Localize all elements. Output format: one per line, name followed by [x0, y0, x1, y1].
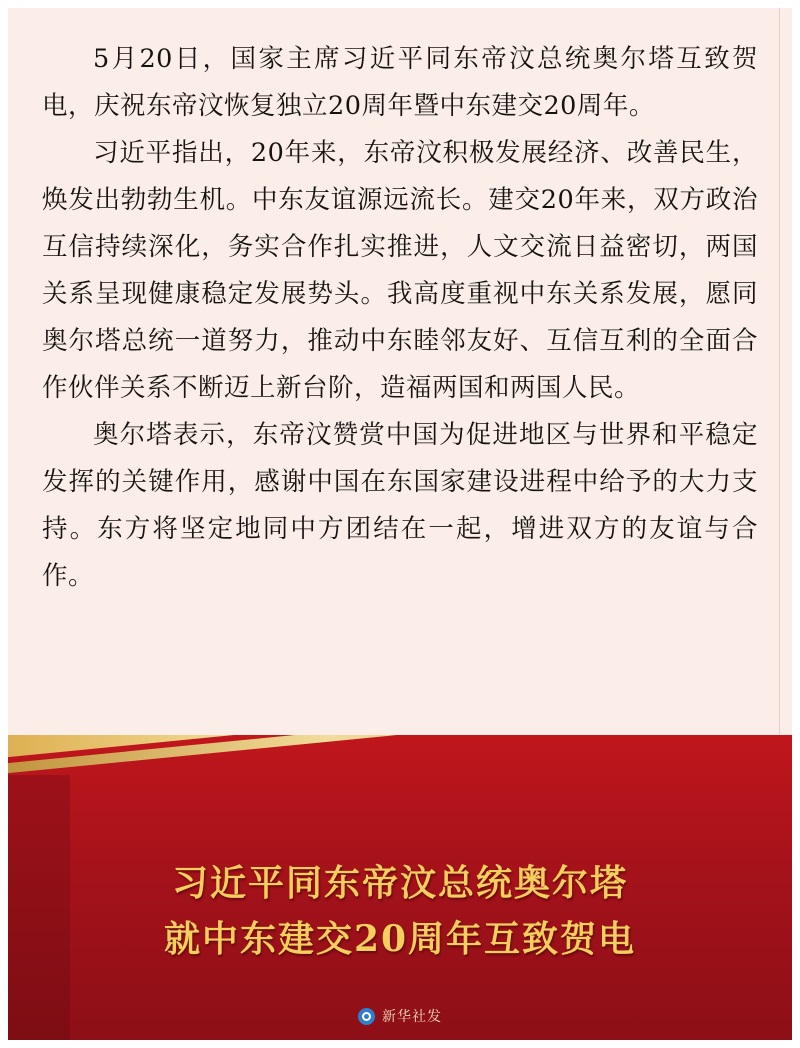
article-paragraph: 奥尔塔表示，东帝汶赞赏中国为促进地区与世界和平稳定发挥的关键作用，感谢中国在东国家建设进程中给予的大力支持。东方将坚定地同中方团结在一起，增进双方的友谊与合作。: [42, 420, 758, 591]
headline-banner: [8, 735, 792, 1040]
headline-line-1: 习近平同东帝汶总统奥尔塔: [171, 862, 628, 904]
frame-border-right: [792, 0, 800, 1048]
credit-block: [8, 1006, 792, 1026]
xinhua-logo-icon: [358, 1008, 375, 1025]
article-paragraph: 习近平指出，20年来，东帝汶积极发展经济、改善民生，焕发出勃勃生机。中东友谊源远流长。建交20年来，双方政治互信持续深化，务实合作扎实推进，人文交流日益密切，两国关系呈现健康稳定发展势头。我高度重视中东关系发展，愿同奥尔塔总统一道努力，推动中东睦邻友好、互信互利的全面合作伙伴关系不断迈上新台阶，造福两国和两国人民。: [42, 138, 758, 403]
frame-border-top: [0, 0, 800, 8]
article-paragraph: 5月20日，国家主席习近平同东帝汶总统奥尔塔互致贺电，庆祝东帝汶恢复独立20周年暨中东建交20周年。: [42, 44, 758, 121]
credit-text: 新华社发: [382, 1009, 442, 1025]
article-vertical-rule: [779, 8, 780, 743]
frame-border-left: [0, 0, 8, 1048]
article-text: [42, 36, 758, 600]
article-body: [8, 8, 792, 743]
frame-border-bottom: [0, 1040, 800, 1048]
headline-title: [8, 855, 792, 967]
headline-line-2: 就中东建交20周年互致贺电: [163, 918, 637, 960]
